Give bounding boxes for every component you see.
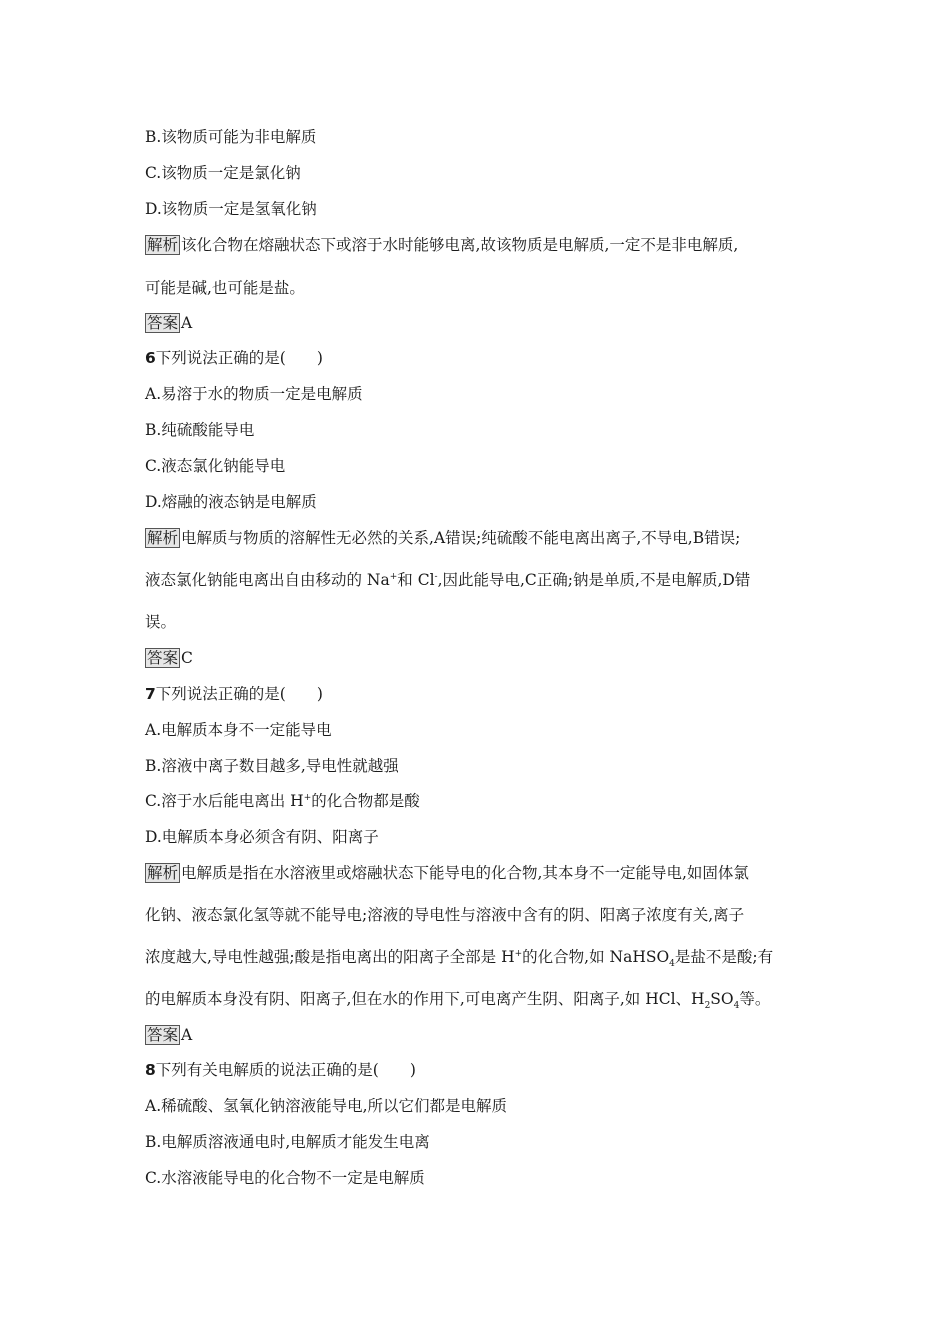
q6-analysis-text: 电解质与物质的溶解性无必然的关系,A错误;纯硫酸不能电离出离子,不导电,B错误; (181, 529, 741, 547)
q6-option-d: D.熔融的液态钠是电解质 (145, 493, 317, 511)
q6-analysis-line-1 (145, 527, 740, 549)
q7-analysis-3c: 是盐不是酸;有 (674, 948, 774, 966)
q6-analysis-2a: 液态氯化钠能电离出自由移动的 Na (145, 571, 390, 589)
q7-answer-value: A (181, 1026, 193, 1044)
q6-option-c: C.液态氯化钠能导电 (145, 457, 286, 475)
q7-analysis-3b: 的化合物,如 NaHSO (522, 948, 670, 966)
q6-answer-value: C (181, 649, 193, 667)
q6-stem-text: 下列说法正确的是( ) (155, 349, 323, 367)
q6-analysis-2b: 和 Cl (397, 571, 435, 589)
q6-analysis-line-3: 误。 (145, 613, 177, 631)
subscript-2: 2 (704, 1001, 711, 1012)
q8-stem (145, 1059, 416, 1081)
answer-tag: 答案 (147, 314, 179, 332)
q6-option-b: B.纯硫酸能导电 (145, 421, 255, 439)
analysis-tag: 解析 (147, 864, 179, 882)
q7-analysis-line-3 (145, 946, 773, 968)
h-superscript: + (514, 948, 523, 959)
h-superscript: + (303, 792, 312, 803)
q7-option-c-b: 的化合物都是酸 (311, 792, 420, 810)
q7-option-c (145, 790, 420, 812)
q7-stem-text: 下列说法正确的是( ) (155, 685, 323, 703)
q5-option-b: B.该物质可能为非电解质 (145, 128, 317, 146)
cl-superscript: - (434, 571, 438, 582)
q7-analysis-4a: 的电解质本身没有阴、阳离子,但在水的作用下,可电离产生阴、阳离子,如 HCl、H (145, 990, 705, 1008)
q8-option-c: C.水溶液能导电的化合物不一定是电解质 (145, 1169, 425, 1187)
q7-analysis-4c: 等。 (739, 990, 771, 1008)
q6-answer (145, 647, 193, 669)
q8-option-b: B.电解质溶液通电时,电解质才能发生电离 (145, 1133, 430, 1151)
q5-option-d: D.该物质一定是氢氧化钠 (145, 200, 317, 218)
na-superscript: + (389, 571, 398, 582)
q5-option-c: C.该物质一定是氯化钠 (145, 164, 301, 182)
answer-tag: 答案 (147, 649, 179, 667)
q6-analysis-2c: ,因此能导电,C正确;钠是单质,不是电解质,D错 (437, 571, 751, 589)
answer-tag: 答案 (147, 1026, 179, 1044)
analysis-tag: 解析 (147, 529, 179, 547)
q7-stem (145, 683, 323, 705)
q7-analysis-line-2: 化钠、液态氯化氢等就不能导电;溶液的导电性与溶液中含有的阴、阳离子浓度有关,离子 (145, 906, 745, 924)
q8-number: 8 (145, 1061, 156, 1079)
q7-option-c-a: C.溶于水后能电离出 H (145, 792, 304, 810)
q5-answer (145, 312, 192, 334)
q7-number: 7 (145, 685, 156, 703)
q7-option-d: D.电解质本身必须含有阴、阳离子 (145, 828, 379, 846)
q7-analysis-line-4 (145, 988, 770, 1010)
q6-number: 6 (145, 349, 156, 367)
q7-analysis-3a: 浓度越大,导电性越强;酸是指电离出的阳离子全部是 H (145, 948, 515, 966)
analysis-tag: 解析 (147, 236, 179, 254)
q6-analysis-line-2 (145, 569, 750, 591)
q6-option-a: A.易溶于水的物质一定是电解质 (145, 385, 363, 403)
subscript-4: 4 (669, 959, 675, 970)
q6-stem (145, 347, 323, 369)
q7-analysis-line-1 (145, 862, 749, 884)
q7-answer (145, 1024, 192, 1046)
q7-analysis-4b: SO (710, 990, 734, 1008)
subscript-4: 4 (733, 1001, 740, 1012)
q8-option-a: A.稀硫酸、氢氧化钠溶液能导电,所以它们都是电解质 (145, 1097, 508, 1115)
q7-analysis-text: 电解质是指在水溶液里或熔融状态下能导电的化合物,其本身不一定能导电,如固体氯 (181, 864, 749, 882)
q8-stem-text: 下列有关电解质的说法正确的是( ) (155, 1061, 416, 1079)
q5-answer-value: A (181, 314, 193, 332)
q5-analysis-line-1 (145, 234, 738, 256)
q5-analysis-line-2: 可能是碱,也可能是盐。 (145, 279, 305, 297)
q7-option-a: A.电解质本身不一定能导电 (145, 721, 332, 739)
q7-option-b: B.溶液中离子数目越多,导电性就越强 (145, 757, 399, 775)
q5-analysis-text: 该化合物在熔融状态下或溶于水时能够电离,故该物质是电解质,一定不是非电解质, (181, 236, 739, 254)
